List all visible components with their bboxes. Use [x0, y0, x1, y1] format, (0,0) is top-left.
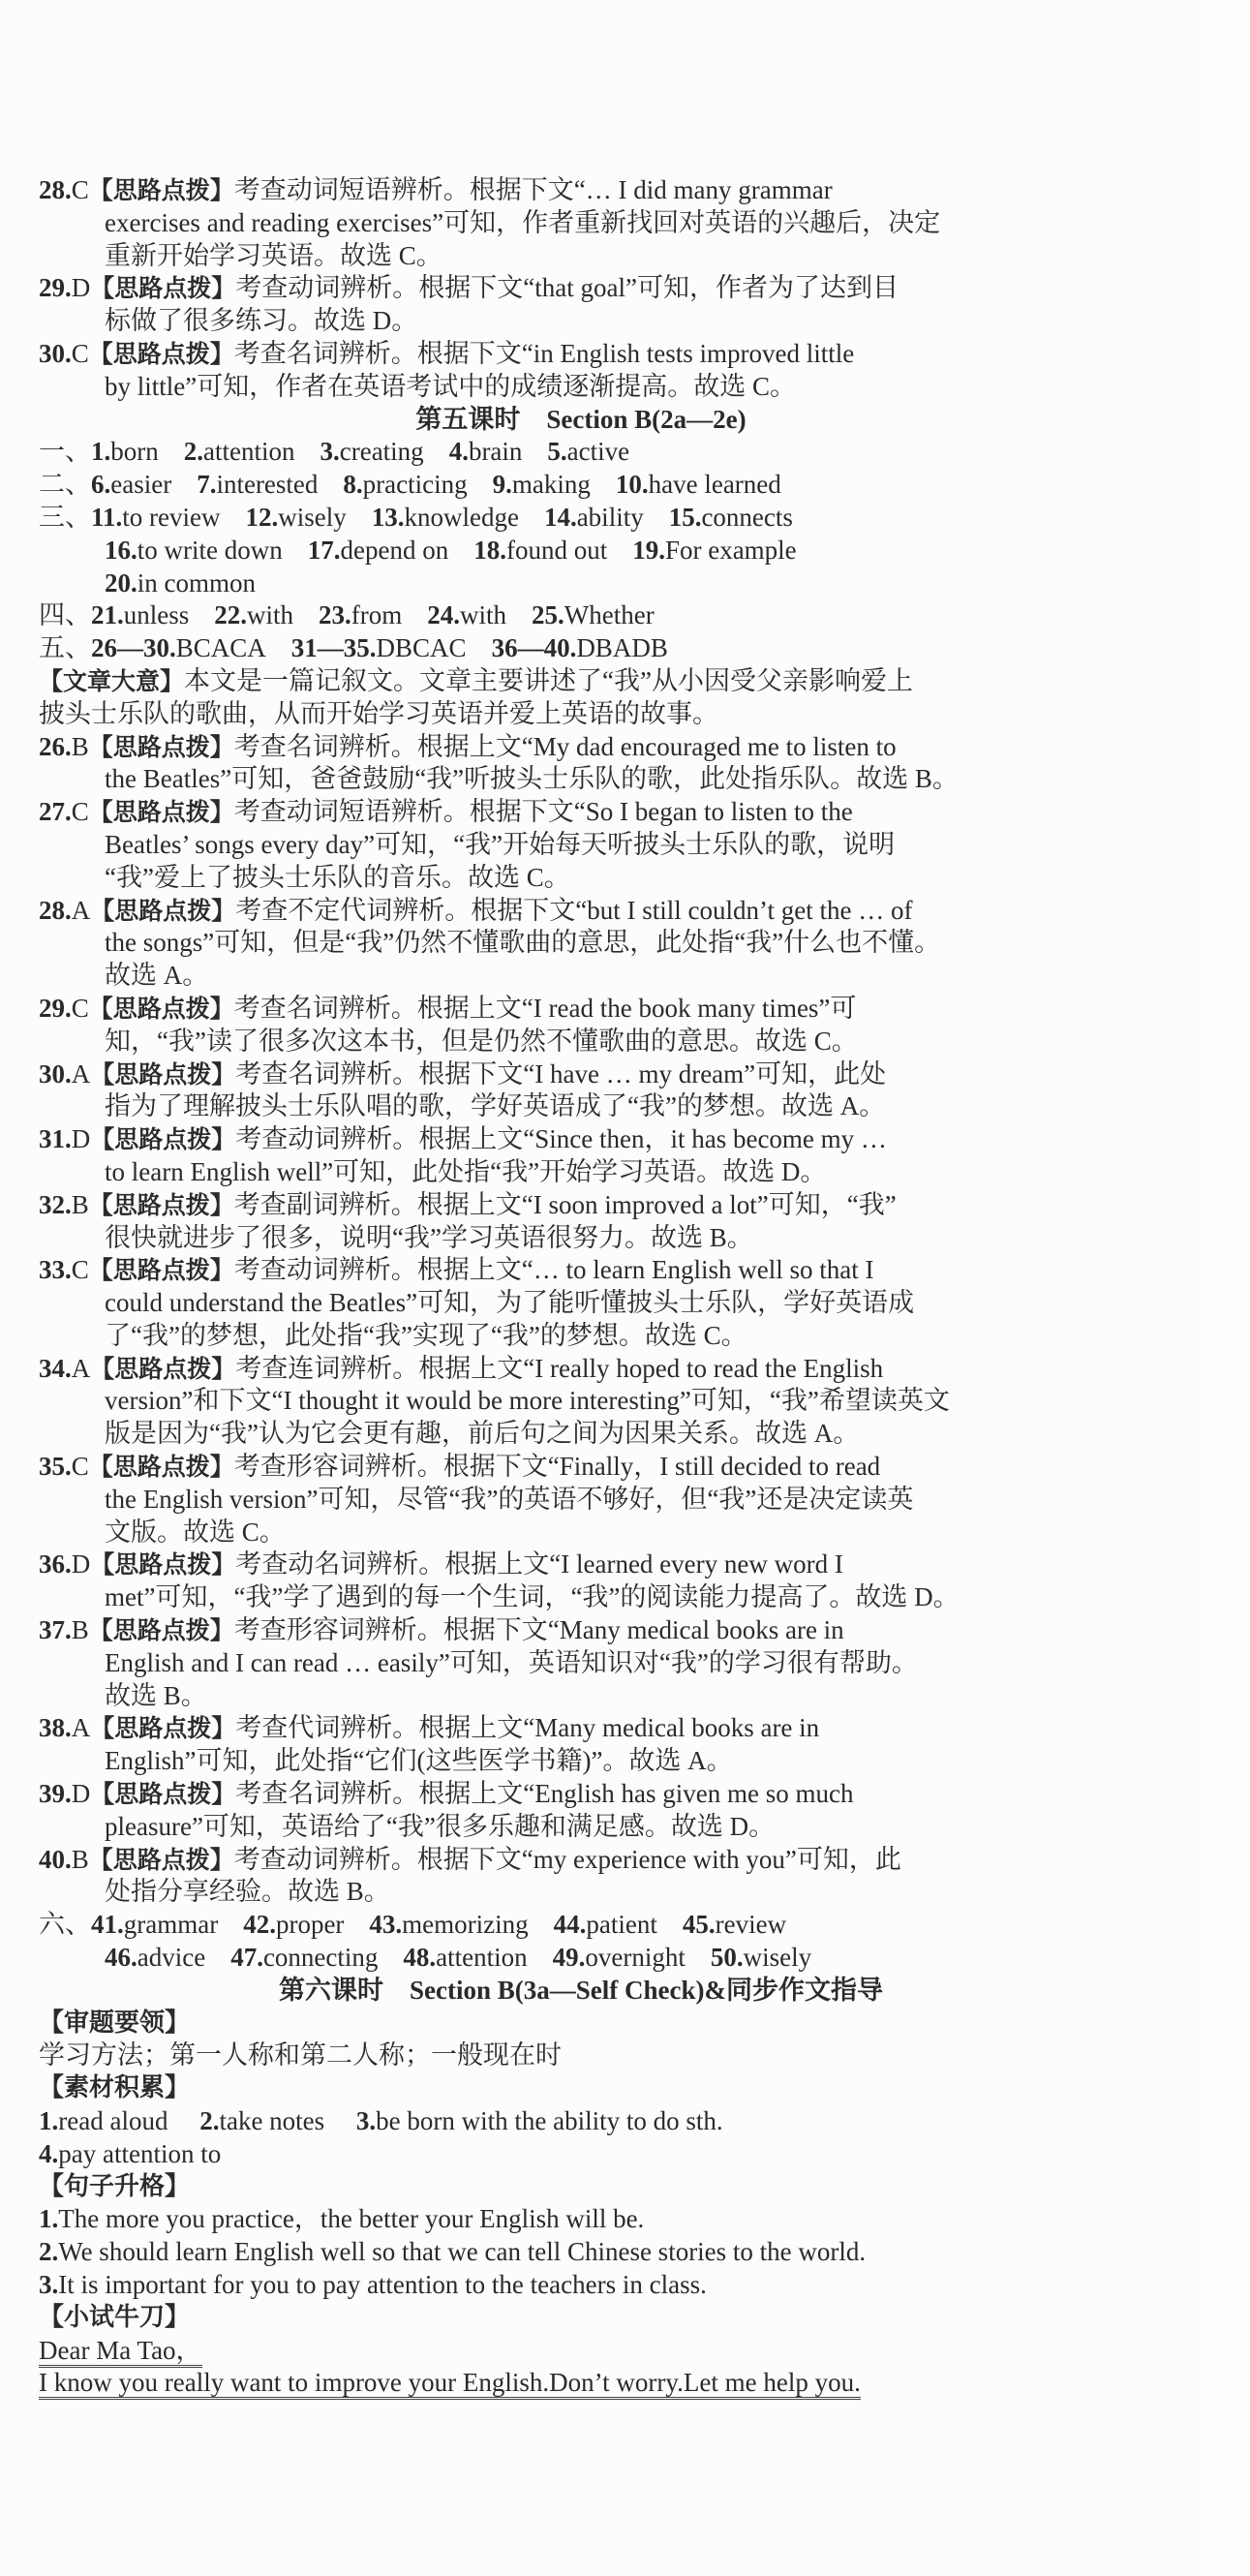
sentence-item: 1.The more you practice，the better your English will be. [39, 2204, 645, 2234]
item-answer: to write down [137, 535, 283, 565]
explanation-item [39, 1614, 1123, 1712]
explanation-item [39, 895, 1123, 993]
group-prefix: 一、 [39, 437, 91, 467]
item-answer: advice [137, 1943, 206, 1973]
explanation-text: 版是因为“我”认为它会更有趣，前后句之间为因果关系。故选 A。 [105, 1419, 860, 1449]
item-number: 28. [39, 895, 72, 925]
item-answer: with [460, 600, 507, 630]
item-number: 19. [632, 535, 665, 565]
item-answer: DBADB [576, 633, 668, 663]
item-answer: proper [275, 1910, 345, 1940]
item-answer: C [71, 1255, 89, 1285]
hint-tag: 【思路点拨】 [90, 1714, 236, 1743]
section-title: 第六课时 Section B(3a—Self Check)&同步作文指导 [279, 1975, 883, 2005]
item-answer: A [71, 895, 91, 925]
answer-row [39, 567, 1123, 600]
item-answer: connects [701, 502, 793, 532]
item-number: 44. [553, 1910, 587, 1940]
item-number: 45. [682, 1910, 716, 1940]
group-prefix: 二、 [39, 470, 91, 500]
explanation-item [39, 1451, 1123, 1549]
item-number: 9. [492, 470, 512, 500]
explanation-item: 28.C【思路点拨】考查动词短语辨析。根据下文“… I did many grammar exercises and reading exercises”可知，作者重新找回对英语的兴趣后，决定 重新开始学习英语。故选 C。 [39, 175, 941, 270]
hint-tag: 【思路点拨】 [88, 339, 234, 368]
explanation-item [39, 1189, 1123, 1255]
item-answer: B [71, 1615, 89, 1645]
materials-line-2: 4.pay attention to [39, 2138, 222, 2168]
item-answer: from [351, 600, 403, 630]
explanation-text: 考查动词辨析。根据上文“Since then，it has become my … [235, 1124, 887, 1154]
explanation-text: met”可知，“我”学了遇到的每一个生词，“我”的阅读能力提高了。故选 D。 [105, 1582, 960, 1612]
item-answer: D [71, 1549, 91, 1579]
item-number: 34. [39, 1353, 72, 1383]
hint-tag: 【思路点拨】 [88, 1845, 234, 1874]
word-answer-groups [39, 436, 1123, 665]
item-answer: D [71, 1124, 91, 1154]
sentence-item: 2.We should learn English well so that we can tell Chinese stories to the world. [39, 2237, 867, 2267]
item-answer: creating [339, 437, 424, 467]
item-answer: patient [586, 1910, 657, 1940]
explanation-text: the English version”可知，尽管“我”的英语不够好，但“我”还是决定读英 [105, 1484, 914, 1514]
item-answer: attention [436, 1943, 528, 1973]
item-number: 30. [39, 1058, 72, 1089]
item-number: 10. [615, 470, 649, 500]
hint-tag: 【思路点拨】 [88, 732, 234, 761]
explanation-text: 考查名词辨析。根据上文“English has given me so much [235, 1779, 854, 1809]
item-number: 5. [547, 437, 567, 467]
item-number: 29. [39, 993, 72, 1023]
item-number: 13. [371, 502, 405, 532]
letter-opening-sentence: I know you really want to improve your English.Don’t worry.Let me help you. [39, 2368, 861, 2400]
explanation-text: “我”爱上了披头士乐队的音乐。故选 C。 [105, 862, 570, 892]
explanation-text: 文版。故选 C。 [105, 1517, 286, 1547]
explanation-item [39, 1254, 1123, 1352]
item-answer: born [110, 437, 159, 467]
explanation-text: 故选 A。 [105, 961, 209, 991]
hint-tag: 【思路点拨】 [88, 176, 234, 204]
explanation-text: 考查动名词辨析。根据上文“I learned every new word I [235, 1549, 843, 1579]
item-number: 47. [230, 1943, 263, 1973]
summary-tag: 【文章大意】 [39, 666, 185, 695]
item-answer: depend on [340, 535, 449, 565]
group-prefix: 四、 [39, 600, 91, 630]
item-number: 46. [105, 1943, 137, 1973]
item-number: 39. [39, 1779, 72, 1809]
explanation-text: 考查形容词辨析。根据下文“Many medical books are in [233, 1615, 844, 1645]
hint-tag: 【思路点拨】 [88, 994, 234, 1023]
answer-content [39, 174, 1123, 2400]
explanation-item [39, 1778, 1123, 1844]
hint-tag: 【思路点拨】 [90, 1354, 236, 1383]
explanation-item [39, 1123, 1123, 1189]
item-answer: B [71, 1189, 89, 1219]
item-answer: brain [468, 437, 523, 467]
sentence-upgrade-heading: 【句子升格】 [39, 2171, 191, 2201]
group-prefix: 三、 [39, 502, 91, 532]
item-number: 35. [39, 1452, 72, 1482]
item-answer: easier [110, 470, 172, 500]
item-number: 8. [343, 470, 363, 500]
explanation-text: 考查动词辨析。根据下文“my experience with you”可知，此 [233, 1844, 901, 1874]
item-answer: to review [122, 502, 221, 532]
item-number: 42. [243, 1910, 276, 1940]
explanation-text: the songs”可知，但是“我”仍然不懂歌曲的意思，此处指“我”什么也不懂。 [105, 928, 941, 958]
item-answer: knowledge [404, 502, 519, 532]
item-answer: A [71, 1353, 91, 1383]
answer-row [39, 436, 1123, 469]
hint-tag: 【思路点拨】 [90, 274, 236, 303]
item-answer: A [71, 1058, 91, 1089]
explanation-item [39, 1549, 1123, 1614]
item-number: 48. [403, 1943, 437, 1973]
item-number: 17. [307, 535, 341, 565]
item-answer: B [71, 731, 89, 761]
item-number: 50. [710, 1943, 744, 1973]
item-number: 6. [91, 470, 111, 500]
item-number: 36. [39, 1549, 72, 1579]
explanation-item: 29.D【思路点拨】考查动词辨析。根据下文“that goal”可知，作者为了达到目 标做了很多练习。故选 D。 [39, 273, 899, 336]
explanation-text: 考查动词辨析。根据上文“… to learn English well so that I [233, 1255, 874, 1285]
item-answer: Whether [564, 600, 655, 630]
item-number: 14. [543, 502, 577, 532]
item-answer: wisely [278, 502, 347, 532]
explanation-text: could understand the Beatles”可知，为了能听懂披头士乐队，学好英语成 [105, 1288, 915, 1318]
prev-explanations [39, 174, 1123, 404]
explanation-item: 30.C【思路点拨】考查名词辨析。根据下文“in English tests improved little by little”可知，作者在英语考试中的成绩逐渐提高。故选 C。 [39, 338, 855, 401]
sentence-item: 3.It is important for you to pay attention to the teachers in class. [39, 2270, 707, 2299]
section-title: 第五课时 Section B(2a—2e) [415, 404, 747, 434]
explanation-item [39, 1353, 1123, 1451]
item-number: 33. [39, 1255, 72, 1285]
hint-tag: 【思路点拨】 [88, 1256, 234, 1285]
item-answer: making [511, 470, 591, 500]
item-answer: DBCAC [376, 633, 467, 663]
answer-row [39, 632, 1123, 665]
item-number: 38. [39, 1713, 72, 1743]
item-answer: C [71, 797, 89, 827]
item-number: 20. [105, 567, 137, 598]
item-answer: unless [123, 600, 190, 630]
item-number: 27. [39, 797, 72, 827]
letter-greeting-line [39, 2335, 1123, 2368]
item-number: 40. [39, 1844, 72, 1874]
explanation-item [39, 731, 1123, 797]
answer-row [39, 1942, 1123, 1975]
item-number: 4. [448, 437, 469, 467]
explanation-text: 指为了理解披头士乐队唱的歌，学好英语成了“我”的梦想。故选 A。 [105, 1091, 886, 1121]
hint-tag: 【思路点拨】 [88, 798, 234, 827]
explanation-text: version”和下文“I thought it would be more interesting”可知，“我”希望读英文 [105, 1386, 950, 1416]
item-number: 2. [183, 437, 203, 467]
item-answer: in common [137, 567, 256, 598]
item-answer: interested [216, 470, 319, 500]
item-answer: BCACA [175, 633, 266, 663]
item-answer: practicing [362, 470, 468, 500]
item-number: 21. [91, 600, 124, 630]
item-number: 12. [245, 502, 279, 532]
letter-first-line [39, 2367, 1123, 2400]
explanation-text: 考查代词辨析。根据上文“Many medical books are in [235, 1713, 820, 1743]
hint-tag: 【思路点拨】 [88, 1616, 234, 1645]
explanation-text: English”可知，此处指“它们(这些医学书籍)”。故选 A。 [105, 1746, 733, 1776]
explanation-text: 考查名词辨析。根据上文“My dad encouraged me to listen to [233, 731, 897, 761]
item-answer: connecting [262, 1943, 379, 1973]
explanation-text: English and I can read … easily”可知，英语知识对“我”的学习很有帮助。 [105, 1647, 918, 1677]
item-answer: attention [203, 437, 295, 467]
answer-row [39, 502, 1123, 535]
item-number: 1. [91, 437, 111, 467]
item-number: 37. [39, 1615, 72, 1645]
explanation-item [39, 993, 1123, 1058]
item-number: 36—40. [491, 633, 577, 663]
hint-tag: 【思路点拨】 [90, 1059, 236, 1089]
item-answer: B [71, 1844, 89, 1874]
hint-tag: 【思路点拨】 [90, 896, 236, 925]
review-points-heading: 【审题要领】 [39, 2008, 191, 2038]
practice-heading: 【小试牛刀】 [39, 2302, 191, 2332]
letter-greeting: Dear Ma Tao， [39, 2336, 202, 2368]
item-number: 32. [39, 1189, 72, 1219]
item-number: 26. [39, 731, 72, 761]
item-number: 24. [427, 600, 460, 630]
explanation-item [39, 1844, 1123, 1910]
explanation-text: 考查名词辨析。根据上文“I read the book many times”可 [233, 993, 857, 1023]
item-answer: overnight [585, 1943, 686, 1973]
hint-tag: 【思路点拨】 [88, 1190, 234, 1219]
explanation-text: 知，“我”读了很多次这本书，但是仍然不懂歌曲的意思。故选 C。 [105, 1026, 858, 1056]
group-prefix: 五、 [39, 633, 91, 663]
item-number: 23. [319, 600, 351, 630]
answer-row [39, 469, 1123, 502]
item-answer: active [566, 437, 630, 467]
hint-tag: 【思路点拨】 [88, 1453, 234, 1482]
explanation-item [39, 1712, 1123, 1778]
hint-tag: 【思路点拨】 [90, 1125, 236, 1154]
explanation-item [39, 796, 1123, 894]
item-answer: ability [576, 502, 644, 532]
explanation-text: 故选 B。 [105, 1680, 207, 1710]
explanation-item [39, 1058, 1123, 1124]
item-answer: A [71, 1713, 91, 1743]
word-answer-group-6 [39, 1909, 1123, 1975]
item-number: 15. [668, 502, 702, 532]
explanation-text: 很快就进步了很多，说明“我”学习英语很努力。故选 B。 [105, 1222, 753, 1252]
group-prefix: 六、 [39, 1910, 91, 1940]
explanation-text: 考查副词辨析。根据上文“I soon improved a lot”可知，“我” [233, 1189, 897, 1219]
article-summary: 【文章大意】本文是一篇记叙文。文章主要讲述了“我”从小因受父亲影响爱上 披头士乐队的歌曲，从而开始学习英语并爱上英语的故事。 [39, 665, 913, 728]
materials-line-1: 1.read aloud 2.take notes 3.be born with the ability to do sth. [39, 2106, 723, 2136]
item-number: 11. [91, 502, 123, 532]
explanation-text: to learn English well”可知，此处指“我”开始学习英语。故选 D。 [105, 1156, 827, 1186]
explanation-text: 考查名词辨析。根据下文“I have … my dream”可知，此处 [235, 1058, 887, 1089]
item-answer: have learned [648, 470, 781, 500]
item-answer: C [71, 1452, 89, 1482]
item-answer: C [71, 993, 89, 1023]
item-answer: D [71, 1779, 91, 1809]
item-answer: found out [505, 535, 608, 565]
explanation-text: 考查不定代词辨析。根据下文“but I still couldn’t get the … of [235, 895, 913, 925]
item-number: 22. [214, 600, 247, 630]
item-answer: with [247, 600, 294, 630]
item-answer: For example [664, 535, 797, 565]
item-answer: memorizing [402, 1910, 529, 1940]
explanation-text: Beatles’ songs every day”可知，“我”开始每天听披头士乐队的歌，说明 [105, 829, 896, 859]
explanation-text: 考查动词短语辨析。根据下文“So I began to listen to the [233, 797, 853, 827]
item-number: 18. [473, 535, 506, 565]
explanation-text: 处指分享经验。故选 B。 [105, 1877, 390, 1907]
hint-tag: 【思路点拨】 [90, 1550, 236, 1579]
item-number: 16. [105, 535, 137, 565]
explanation-text: 考查形容词辨析。根据下文“Finally，I still decided to read [233, 1452, 881, 1482]
item-number: 41. [91, 1910, 124, 1940]
hint-tag: 【思路点拨】 [90, 1780, 236, 1809]
item-number: 31. [39, 1124, 72, 1154]
item-number: 43. [369, 1910, 403, 1940]
item-number: 7. [197, 470, 217, 500]
item-number: 31—35. [290, 633, 377, 663]
answer-row [39, 1909, 1123, 1942]
item-answer: wisely [743, 1943, 812, 1973]
item-answer: review [715, 1910, 787, 1940]
item-answer: grammar [123, 1910, 219, 1940]
explanation-text: 考查连词辨析。根据上文“I really hoped to read the English [235, 1353, 884, 1383]
item-number: 25. [532, 600, 564, 630]
explanation-text: 了“我”的梦想，此处指“我”实现了“我”的梦想。故选 C。 [105, 1320, 747, 1350]
answer-row [39, 535, 1123, 567]
explanations-list [39, 731, 1123, 1910]
item-number: 3. [320, 437, 340, 467]
review-points-text: 学习方法；第一人称和第二人称；一般现在时 [39, 2040, 562, 2070]
answer-row [39, 599, 1123, 632]
materials-heading: 【素材积累】 [39, 2073, 191, 2103]
explanation-text: pleasure”可知，英语给了“我”很多乐趣和满足感。故选 D。 [105, 1811, 776, 1841]
explanation-text: the Beatles”可知，爸爸鼓励“我”听披头士乐队的歌，此处指乐队。故选 B。 [105, 764, 959, 794]
item-number: 49. [552, 1943, 586, 1973]
item-number: 26—30. [91, 633, 176, 663]
